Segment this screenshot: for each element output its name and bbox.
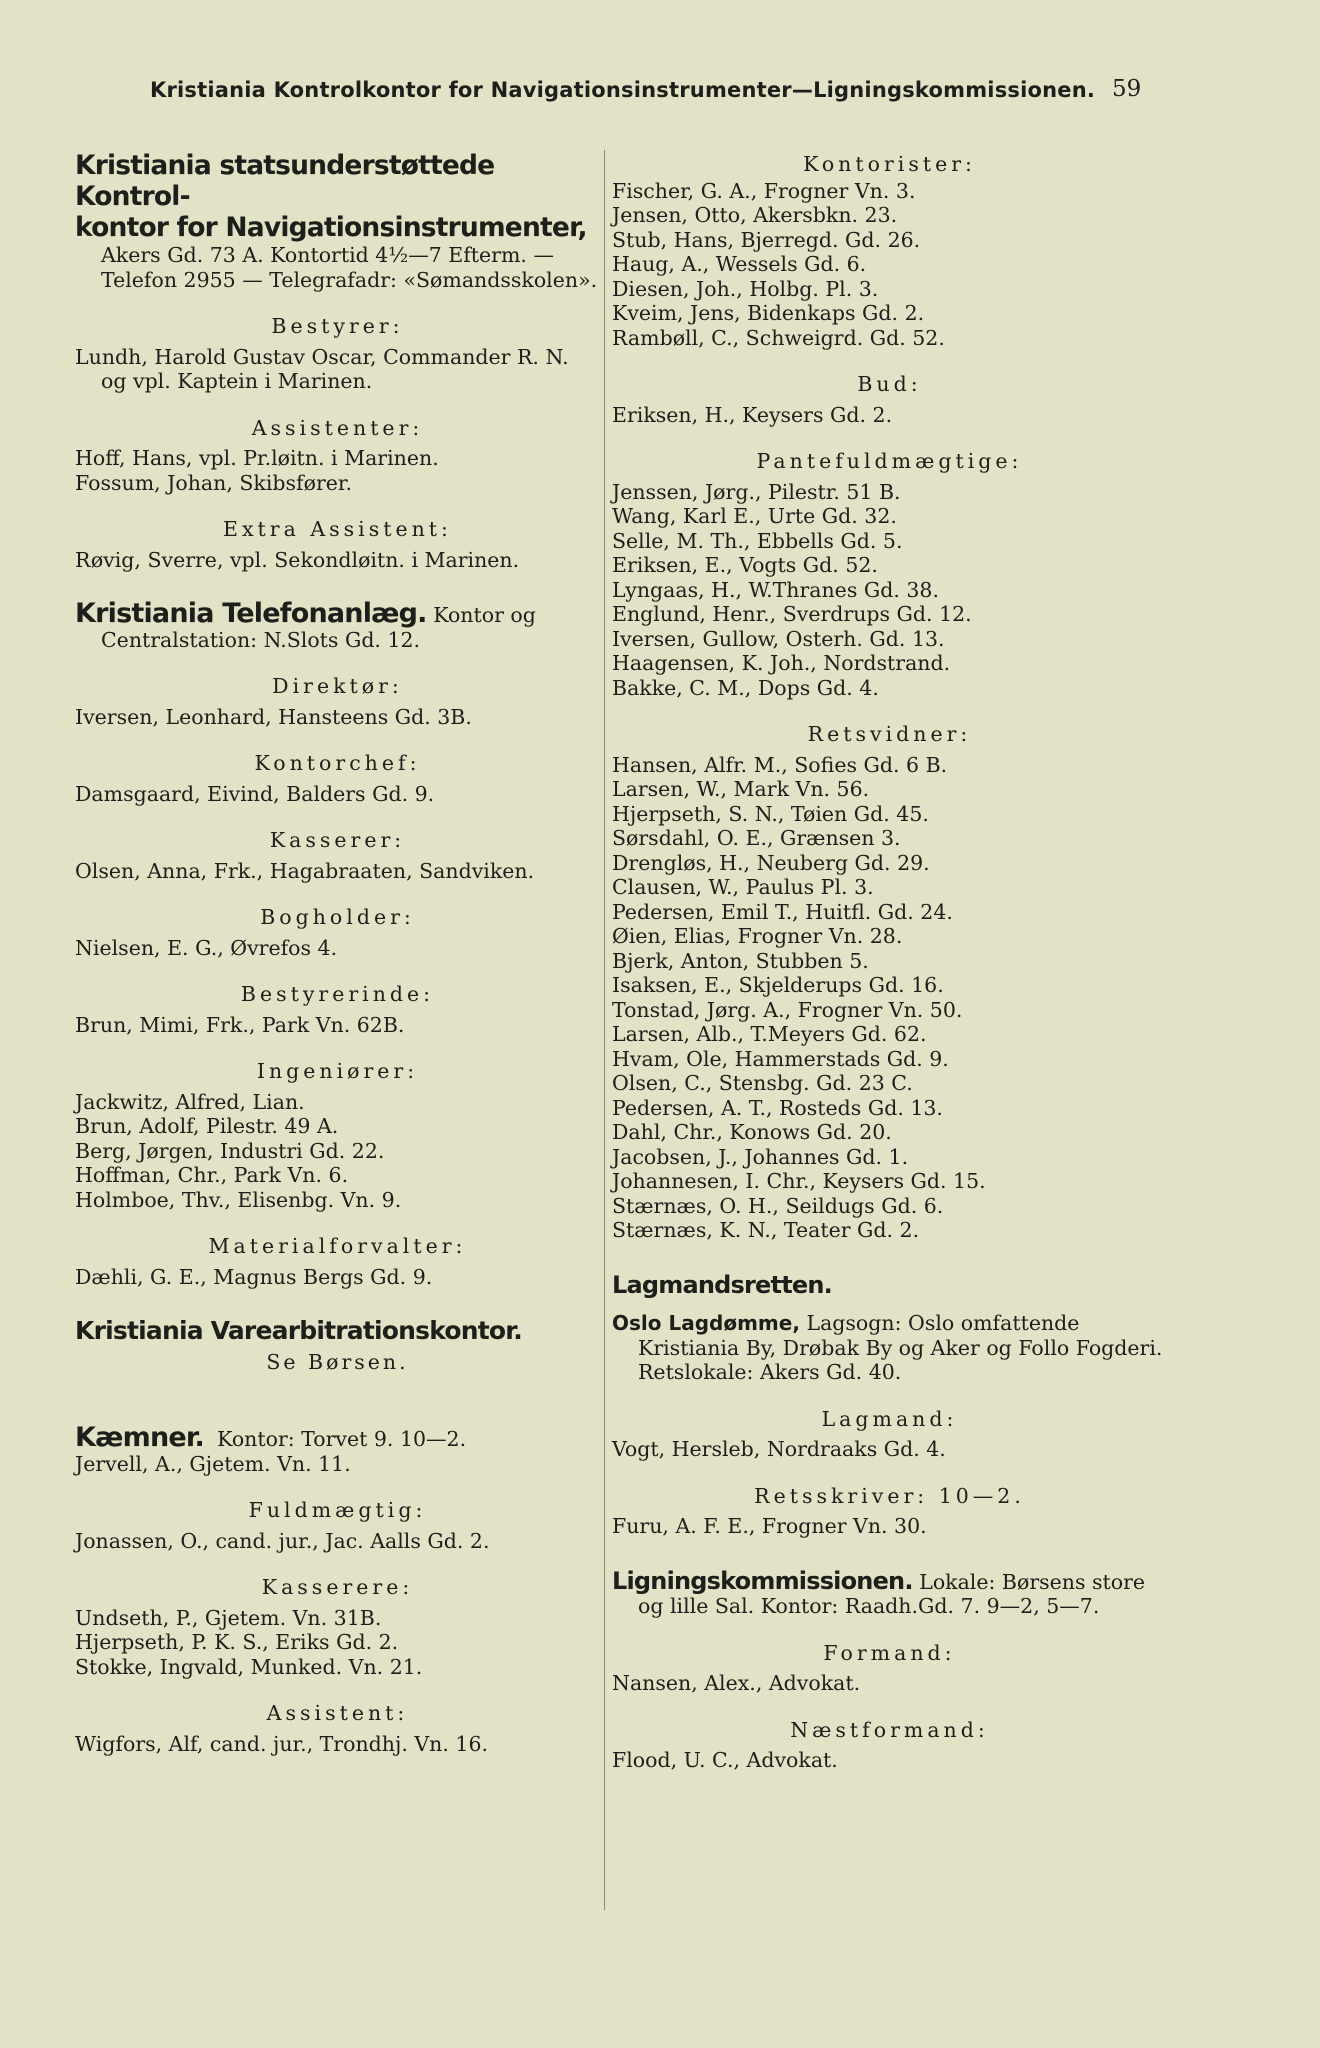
- list-item: Lyngaas, H., W.Thranes Gd. 38.: [612, 577, 939, 602]
- list-item: Damsgaard, Eivind, Balders Gd. 9.: [75, 781, 435, 806]
- list-item: Hvam, Ole, Hammerstads Gd. 9.: [612, 1046, 949, 1071]
- list-item: Isaksen, E., Skjelderups Gd. 16.: [612, 973, 944, 997]
- list-item: Stokke, Ingvald, Munked. Vn. 21.: [75, 1654, 423, 1679]
- role-heading: Extra Assistent:: [223, 517, 452, 541]
- section-title: [75, 150, 600, 243]
- role-heading: Materialforvalter:: [208, 1234, 467, 1258]
- role-heading: Kontorchef:: [254, 751, 421, 775]
- list-item: Stærnæs, K. N., Teater Gd. 2.: [612, 1218, 920, 1242]
- section-intro: Lokale: Børsens store og lille Sal. Kontor: Raadh.Gd. 7. 9—2, 5—7.: [638, 1569, 1146, 1618]
- list-item: Fischer, G. A., Frogner Vn. 3.: [612, 178, 916, 203]
- section-intro: Lagsogn: Oslo omfattende Kristiania By, Drøbak By og Aker og Follo Fogderi. Retslokale: Akers Gd. 40.: [638, 1311, 1163, 1384]
- list-item: Bjerk, Anton, Stubben 5.: [612, 948, 869, 973]
- role-groups: [75, 314, 600, 572]
- section-kontrolkontor: [75, 150, 600, 572]
- role-heading: Bud:: [857, 372, 922, 396]
- role-groups: [75, 1498, 600, 1756]
- list-item: Brun, Adolf, Pilestr. 49 A.: [75, 1114, 339, 1138]
- list-item: Eriksen, E., Vogts Gd. 52.: [612, 553, 878, 577]
- list-item: Clausen, W., Paulus Pl. 3.: [612, 875, 874, 899]
- list-item: Jonassen, O., cand. jur., Jac. Aalls Gd. 2.: [75, 1528, 490, 1553]
- title-line: kontor for Navigationsinstrumenter,: [75, 212, 587, 243]
- list-item: Iversen, Leonhard, Hansteens Gd. 3B.: [75, 704, 472, 729]
- list-item: Drengløs, H., Neuberg Gd. 29.: [612, 850, 930, 875]
- list-item: Dæhli, G. E., Magnus Bergs Gd. 9.: [75, 1264, 433, 1289]
- section-title: Kristiania Varearbitrationskontor.: [75, 1316, 522, 1345]
- list-item: Hoff, Hans, vpl. Pr.løitn. i Marinen.: [75, 446, 439, 470]
- list-item: Larsen, Alb., T.Meyers Gd. 62.: [612, 1022, 927, 1046]
- list-item: Furu, A. F. E., Frogner Vn. 30.: [612, 1514, 927, 1538]
- list-item: Tonstad, Jørg. A., Frogner Vn. 50.: [612, 997, 963, 1022]
- role-heading: Pantefuldmægtige:: [756, 449, 1023, 473]
- right-column: [612, 150, 1167, 1773]
- section-kontorister: [612, 152, 1167, 350]
- list-item: Hjerpseth, P. K. S., Eriks Gd. 2.: [75, 1630, 399, 1654]
- section-kaemner: [75, 1422, 600, 1756]
- list-item: Røvig, Sverre, vpl. Sekondløitn. i Marinen.: [75, 547, 520, 572]
- list-item: Vogt, Hersleb, Nordraaks Gd. 4.: [612, 1437, 946, 1461]
- role-heading: Retsskriver: 10—2.: [754, 1483, 1025, 1508]
- entry-list: [612, 403, 1167, 428]
- role-groups: [612, 1407, 1167, 1539]
- title-line: Kristiania statsunderstøttede Kontrol-: [75, 150, 495, 212]
- list-item: Eriksen, H., Keysers Gd. 2.: [612, 402, 893, 427]
- section-heading: [612, 1566, 1167, 1619]
- role-heading: Kontorister:: [803, 152, 976, 176]
- list-item: Hoffman, Chr., Park Vn. 6.: [75, 1163, 349, 1187]
- section-heading: [612, 1311, 1167, 1385]
- list-item: Lundh, Harold Gustav Oscar, Commander R. N. og vpl. Kaptein i Marinen.: [75, 344, 569, 393]
- list-item: Hjerpseth, S. N., Tøien Gd. 45.: [612, 801, 929, 826]
- list-item: Jensen, Otto, Akersbkn. 23.: [612, 203, 898, 227]
- list-item: Rambøll, C., Schweigrd. Gd. 52.: [612, 325, 945, 350]
- role-groups: [75, 674, 600, 1289]
- section-title: Kristiania Telefonanlæg.: [75, 598, 427, 629]
- role-heading: Fuldmægtig:: [248, 1498, 427, 1522]
- list-item: Pedersen, A. T., Rosteds Gd. 13.: [612, 1095, 943, 1120]
- role-heading: Assistent:: [266, 1701, 409, 1725]
- list-item: Holmboe, Thv., Elisenbg. Vn. 9.: [75, 1187, 402, 1212]
- list-item: Jenssen, Jørg., Pilestr. 51 B.: [612, 479, 901, 504]
- list-item: Jacobsen, J., Johannes Gd. 1.: [612, 1144, 909, 1169]
- entry-list: [612, 753, 1167, 1243]
- role-heading: Direktør:: [272, 674, 403, 698]
- section-lagmandsretten: [612, 1270, 1167, 1539]
- list-item: Iversen, Gullow, Osterh. Gd. 13.: [612, 626, 945, 651]
- list-item: Berg, Jørgen, Industri Gd. 22.: [75, 1138, 385, 1163]
- list-item: Olsen, Anna, Frk., Hagabraaten, Sandviken.: [75, 858, 535, 883]
- role-groups: [612, 1641, 1167, 1773]
- section-vareabitration: [75, 1316, 600, 1374]
- section-title: Kæmner.: [75, 1422, 205, 1453]
- list-item: Dahl, Chr., Konows Gd. 20.: [612, 1120, 892, 1144]
- list-item: Bakke, C. M., Dops Gd. 4.: [612, 675, 879, 700]
- page-number: 59: [1112, 76, 1142, 102]
- role-heading: Kasserere:: [261, 1575, 414, 1599]
- list-item: Wigfors, Alf, cand. jur., Trondhj. Vn. 16.: [75, 1731, 489, 1756]
- role-heading: Lagmand:: [821, 1406, 958, 1431]
- role-heading: Næstformand:: [790, 1717, 989, 1742]
- list-item: Undseth, P., Gjetem. Vn. 31B.: [75, 1605, 382, 1630]
- section-heading: [75, 1422, 600, 1453]
- list-item: Brun, Mimi, Frk., Park Vn. 62B.: [75, 1012, 405, 1037]
- list-item: Jackwitz, Alfred, Lian.: [75, 1089, 305, 1114]
- role-heading: Bestyrer:: [271, 314, 404, 338]
- left-column: [75, 150, 600, 1756]
- section-retsvidner: [612, 722, 1167, 1243]
- list-item: Øien, Elias, Frogner Vn. 28.: [612, 924, 903, 948]
- role-heading: Bogholder:: [260, 905, 415, 929]
- see-reference: Se Børsen.: [266, 1349, 409, 1374]
- list-item: Flood, U. C., Advokat.: [612, 1748, 838, 1772]
- list-item: Englund, Henr., Sverdrups Gd. 12.: [612, 602, 972, 626]
- section-bud: [612, 372, 1167, 427]
- list-item: Stub, Hans, Bjerregd. Gd. 26.: [612, 227, 921, 252]
- section-telefonanlaeg: [75, 598, 600, 1289]
- role-heading: Formand:: [823, 1640, 956, 1665]
- list-item: Haagensen, K. Joh., Nordstrand.: [612, 651, 951, 675]
- list-item: Stærnæs, O. H., Seildugs Gd. 6.: [612, 1193, 944, 1218]
- list-item: Olsen, C., Stensbg. Gd. 23 C.: [612, 1071, 913, 1095]
- section-ligningskommissionen: [612, 1566, 1167, 1773]
- list-item: Selle, M. Th., Ebbells Gd. 5.: [612, 528, 903, 553]
- list-item: Jervell, A., Gjetem. Vn. 11.: [75, 1451, 351, 1476]
- role-heading: Retsvidner:: [807, 722, 972, 746]
- list-item: Larsen, W., Mark Vn. 56.: [612, 777, 870, 801]
- role-heading: Bestyrerinde:: [240, 982, 435, 1006]
- list-item: Wang, Karl E., Urte Gd. 32.: [612, 504, 897, 528]
- list-item: Nielsen, E. G., Øvrefos 4.: [75, 935, 338, 960]
- section-intro: Akers Gd. 73 A. Kontortid 4½—7 Efterm. — Telefon 2955 — Telegrafadr: «Sømandsskolen».: [101, 243, 598, 292]
- entry-list: [612, 480, 1167, 701]
- court-name: Oslo Lagdømme,: [612, 1311, 800, 1335]
- list-item: Johannesen, I. Chr., Keysers Gd. 15.: [612, 1169, 986, 1193]
- section-intro: Kontor: Torvet 9. 10—2.: [217, 1427, 467, 1451]
- section-intro: Kontor og Centralstation: N.Slots Gd. 12.: [101, 603, 536, 652]
- section-title: Lagmandsretten.: [612, 1270, 832, 1299]
- list-item: Pedersen, Emil T., Huitfl. Gd. 24.: [612, 899, 953, 924]
- running-header: Kristiania Kontrolkontor for Navigationsinstrumenter—Ligningskommissionen.: [150, 78, 1096, 102]
- list-item: Diesen, Joh., Holbg. Pl. 3.: [612, 276, 879, 301]
- section-heading: [75, 598, 600, 652]
- list-item: Hansen, Alfr. M., Sofies Gd. 6 B.: [612, 752, 948, 777]
- list-item: Fossum, Johan, Skibsfører.: [75, 470, 352, 495]
- column-divider: [604, 150, 605, 1910]
- list-item: Kveim, Jens, Bidenkaps Gd. 2.: [612, 301, 925, 325]
- list-item: Sørsdahl, O. E., Grænsen 3.: [612, 826, 901, 850]
- section-pantefuldmaegtige: [612, 449, 1167, 700]
- section-title: Ligningskommissionen.: [612, 1566, 913, 1595]
- entry-list: [612, 179, 1167, 351]
- role-heading: Kasserer:: [269, 828, 406, 852]
- list-item: Haug, A., Wessels Gd. 6.: [612, 252, 867, 276]
- list-item: Nansen, Alex., Advokat.: [612, 1671, 861, 1695]
- role-heading: Assistenter:: [251, 415, 424, 440]
- role-heading: Ingeniører:: [256, 1059, 419, 1083]
